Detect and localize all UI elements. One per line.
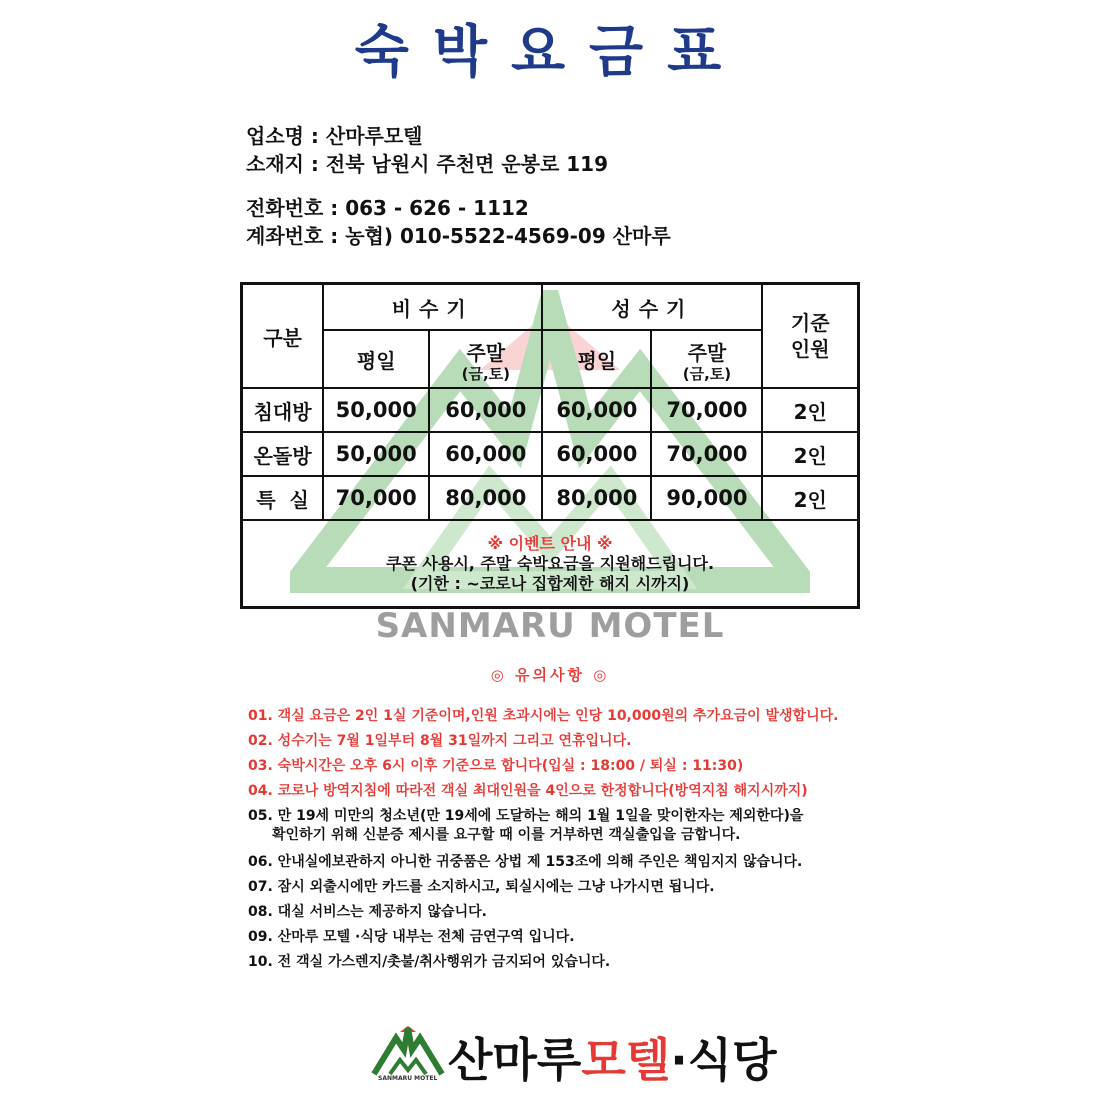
footer-logo-text: SANMARU MOTEL	[378, 1075, 438, 1082]
notice-item	[248, 807, 868, 845]
header-off-weekday: 평일	[323, 330, 429, 388]
notice-item: 01. 객실 요금은 2인 1실 기준이며,인원 초과시에는 인당 10,000원의 추가요금이 발생합니다.	[248, 708, 839, 724]
event-line-1: 쿠폰 사용시, 주말 숙박요금을 지원해드립니다.	[385, 553, 715, 573]
header-peak-weekday: 평일	[542, 330, 651, 388]
price-peak-weekday: 60,000	[542, 388, 651, 432]
event-notice	[242, 520, 859, 608]
weekend-note: (금,토)	[461, 364, 510, 383]
contact-info	[246, 194, 671, 250]
price-off-weekend: 80,000	[429, 476, 542, 520]
notice-title: ◎ 유의사항 ◎	[490, 666, 610, 684]
price-off-weekday: 50,000	[323, 388, 429, 432]
phone-number: 전화번호 : 063 - 626 - 1112	[246, 196, 529, 220]
price-peak-weekend: 70,000	[651, 388, 762, 432]
notice-item: 06. 안내실에보관하지 아니한 귀중품은 상법 제 153조에 의해 주인은 책임지지 않습니다.	[248, 854, 803, 870]
standard-people: 2인	[762, 388, 858, 432]
footer-brand-name	[448, 1024, 777, 1090]
rate-table	[240, 282, 860, 609]
event-title: ※ 이벤트 안내 ※	[487, 533, 613, 553]
business-name: 업소명 : 산마루모텔	[246, 124, 423, 148]
header-peak-season: 성수기	[542, 284, 762, 331]
brand-watermark-text: SANMARU MOTEL	[375, 606, 725, 646]
header-category: 구분	[242, 284, 324, 389]
table-row	[242, 432, 859, 476]
footer-name-motel: 모텔	[581, 1033, 671, 1087]
notice-list	[248, 704, 868, 975]
notice-item: 02. 성수기는 7월 1일부터 8월 31일까지 그리고 연휴입니다.	[248, 733, 632, 749]
price-off-weekend: 60,000	[429, 432, 542, 476]
header-standard-people: 기준 인원	[762, 284, 858, 389]
weekend-label: 주말	[687, 340, 727, 365]
notice-line: 05. 만 19세 미만의 청소년(만 19세에 도달하는 해의 1월 1일을 맞이한자는 제외한다)을	[248, 808, 804, 824]
notice-item: 07. 잠시 외출시에만 카드를 소지하시고, 퇴실시에는 그냥 나가시면 됩니다.	[248, 879, 715, 895]
bank-account: 계좌번호 : 농협) 010-5522-4569-09 산마루	[246, 224, 671, 248]
footer-name-part: 산마루	[448, 1033, 582, 1087]
standard-people: 2인	[762, 476, 858, 520]
price-peak-weekday: 60,000	[542, 432, 651, 476]
room-type: 온돌방	[242, 432, 324, 476]
notice-item: 10. 전 객실 가스렌지/촛불/취사행위가 금지되어 있습니다.	[248, 954, 611, 970]
price-peak-weekday: 80,000	[542, 476, 651, 520]
footer-name-restaurant: ·식당	[670, 1033, 777, 1087]
price-off-weekend: 60,000	[429, 388, 542, 432]
price-off-weekday: 70,000	[323, 476, 429, 520]
table-row	[242, 476, 859, 520]
notice-item: 03. 숙박시간은 오후 6시 이후 기준으로 합니다(입실 : 18:00 / 퇴실 : 11:30)	[248, 758, 744, 774]
weekend-note: (금,토)	[682, 364, 732, 383]
weekend-label: 주말	[466, 340, 506, 365]
notice-item: 04. 코로나 방역지침에 따라전 객실 최대인원을 4인으로 한정합니다(방역지침 해지시까지)	[248, 783, 808, 799]
page-title: 숙박요금표	[354, 20, 746, 85]
price-peak-weekend: 70,000	[651, 432, 762, 476]
standard-people: 2인	[762, 432, 858, 476]
business-info	[246, 122, 608, 178]
price-off-weekday: 50,000	[323, 432, 429, 476]
notice-line: 확인하기 위해 신분증 제시를 요구할 때 이를 거부하면 객실출입을 금합니다.	[272, 827, 741, 843]
event-row	[242, 520, 859, 608]
business-address: 소재지 : 전북 남원시 주천면 운봉로 119	[246, 152, 609, 176]
table-row	[242, 388, 859, 432]
table-header-row	[242, 284, 859, 331]
header-off-season: 비수기	[323, 284, 542, 331]
notice-item: 08. 대실 서비스는 제공하지 않습니다.	[248, 904, 487, 920]
price-peak-weekend: 90,000	[651, 476, 762, 520]
header-off-weekend	[429, 330, 542, 388]
event-line-2: (기한 : ~코로나 집합제한 해지 시까지)	[410, 573, 690, 593]
notice-item: 09. 산마루 모텔 ·식당 내부는 전체 금연구역 입니다.	[248, 929, 575, 945]
room-type: 침대방	[242, 388, 324, 432]
room-type: 특 실	[242, 476, 324, 520]
header-peak-weekend	[651, 330, 762, 388]
